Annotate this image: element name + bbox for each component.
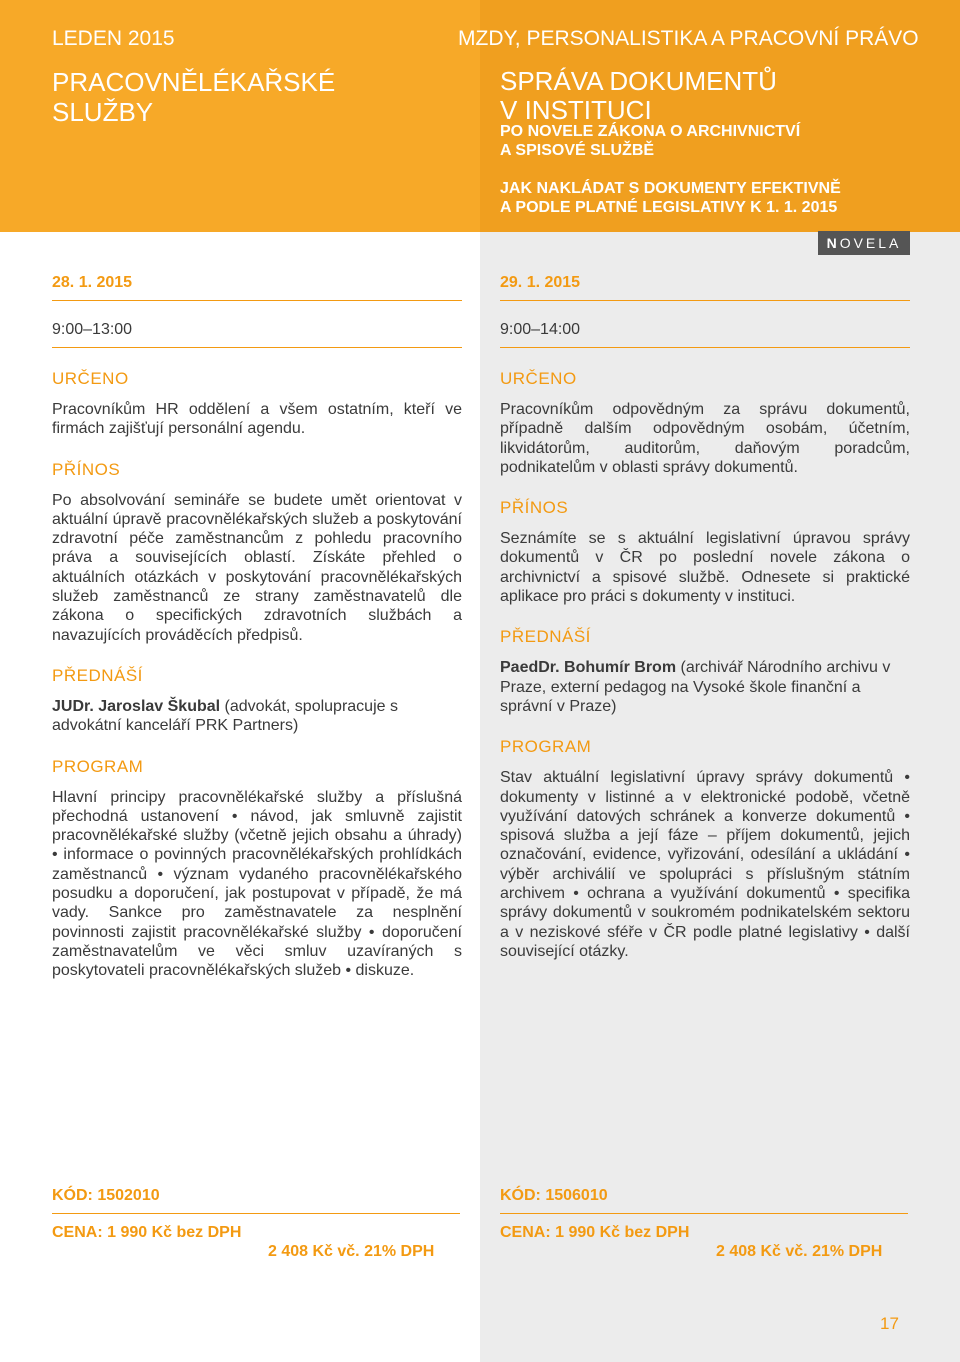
right-lector (500, 658, 910, 716)
right-heading-program: PROGRAM (500, 737, 592, 757)
left-title-line1: PRACOVNĚLÉKAŘSKÉ (52, 67, 336, 97)
right-price-divider (500, 1213, 908, 1214)
right-heading-prinos: PŘÍNOS (500, 498, 569, 518)
novela-badge (818, 231, 910, 255)
right-price-vat: 2 408 Kč vč. 21% DPH (716, 1243, 883, 1260)
left-date: 28. 1. 2015 (52, 274, 462, 301)
right-seminar-subtitle (500, 122, 940, 160)
left-lector-title: JUDr. (52, 697, 94, 715)
right-sub2-line1: JAK NAKLÁDAT S DOKUMENTY EFEKTIVNĚ (500, 180, 841, 197)
left-urceno-text: Pracovníkům HR oddělení a všem ostatním, kteří ve firmách zajišťují personální agendu. (52, 401, 462, 438)
right-program-text: Stav aktuální legislativní úpravy správy dokumentů • dokumenty v listinné a v elektronické podobě, včetně využívání datových schránek a konverze dokumentů • spisová služba a její fáze – příjem dokumentů, jejich označování, evidence, vyřizování, odesílání a ukládání • výběr archiválií ve spolupráci s příslušným státním archivem • ochrana a využívání dokumentů • specifika správy dokumentů v soukromém podnikatelském sektoru a v neziskové sféře v ČR podle platné legislativy • další související otázky. (500, 769, 910, 960)
novela-badge-initial: N (826, 235, 840, 251)
novela-badge-rest: OVELA (839, 235, 902, 251)
series-title: MZDY, PERSONALISTIKA A PRACOVNÍ PRÁVO (458, 27, 919, 50)
right-time: 9:00–14:00 (500, 321, 910, 348)
right-title-line1: SPRÁVA DOKUMENTŮ (500, 66, 777, 96)
left-prinos-text: Po absolvování semináře se budete umět orientovat v aktuální úpravě pracovnělékařských služeb a poskytování zdravotní péče zaměstnancům z pohledu pracovního práva a souvisejících oblastí. Získáte přehled o aktuálních otázkách v poskytování pracovnělékařských služeb zaměstnanců ze strany zaměstnavatelů dle zákona o specifických zdravotních službách a navazujících prováděcích předpisů. (52, 491, 462, 644)
right-urceno-text: Pracovníkům odpovědným za správu dokumentů, případně dalším odpovědným osobám, účetním, likvidátorům, auditorům, daňovým poradcům, podnikatelům v oblasti správy dokumentů. (500, 401, 910, 476)
left-price-divider (52, 1213, 460, 1214)
right-title-line2: V INSTITUCI (500, 95, 652, 125)
left-seminar (52, 274, 462, 981)
left-program-text: Hlavní principy pracovnělékařské služby a příslušná přechodná ustanovení • návod, jak smluvně zajistit pracovnělékařské služby (včetně jejich obsahu a úhrady) • informace o povinných pracovnělékařských prohlídkách zaměstnanců • význam vydaného pracovnělékařského posudku a doporučení, jak postupovat v případě, že má vady. Sankce pro zaměstnavatele za nesplnění povinnosti zajistit pracovnělékařské služby • doporučení zaměstnavatelům ve věci smluv uzavíraných s poskytovateli pracovnělékařských služeb • diskuze. (52, 788, 462, 980)
left-heading-program: PROGRAM (52, 756, 144, 776)
right-prinos-text: Seznámíte se s aktuální legislativní úpravou správy dokumentů v ČR po poslední novele zákona o archivnictví a spisové službě. Odnesete si praktické aplikace pro práci s dokumenty v instituci. (500, 530, 910, 606)
left-price-vat: 2 408 Kč vč. 21% DPH (268, 1243, 435, 1260)
right-price: CENA: 1 990 Kč bez DPH (500, 1224, 690, 1241)
right-seminar (500, 274, 910, 961)
right-heading-prednasi: PŘEDNÁŠÍ (500, 627, 591, 647)
left-title-line2: SLUŽBY (52, 97, 154, 127)
left-heading-urceno: URČENO (52, 369, 129, 388)
right-seminar-tagline (500, 179, 940, 217)
left-lector-name: Jaroslav Škubal (98, 697, 221, 715)
right-sub-line1: PO NOVELE ZÁKONA O ARCHIVNICTVÍ (500, 123, 801, 140)
right-date: 29. 1. 2015 (500, 274, 910, 301)
left-seminar-title (52, 67, 452, 127)
right-sub2-line2: A PODLE PLATNÉ LEGISLATIVY K 1. 1. 2015 (500, 199, 838, 216)
right-seminar-title (500, 67, 940, 125)
right-lector-name: Bohumír Brom (564, 659, 677, 677)
right-heading-urceno: URČENO (500, 369, 577, 388)
left-heading-prednasi: PŘEDNÁŠÍ (52, 665, 143, 685)
left-lector-info: (advokát, spolupracuje s advokátní kanceláří PRK Partners) (52, 697, 398, 735)
left-lector (52, 697, 462, 736)
right-course-code: KÓD: 1506010 (500, 1187, 608, 1204)
right-lector-title: PaedDr. (500, 659, 560, 677)
issue-month: LEDEN 2015 (52, 27, 175, 50)
left-heading-prinos: PŘÍNOS (52, 459, 121, 479)
left-price: CENA: 1 990 Kč bez DPH (52, 1224, 242, 1241)
right-sub-line2: A SPISOVÉ SLUŽBĚ (500, 142, 655, 159)
left-time: 9:00–13:00 (52, 321, 462, 348)
left-course-code: KÓD: 1502010 (52, 1187, 160, 1204)
page-number: 17 (880, 1314, 899, 1333)
right-lector-info: (archivář Národního archivu v Praze, externí pedagog na Vysoké škole finanční a správní v Praze) (500, 659, 891, 715)
